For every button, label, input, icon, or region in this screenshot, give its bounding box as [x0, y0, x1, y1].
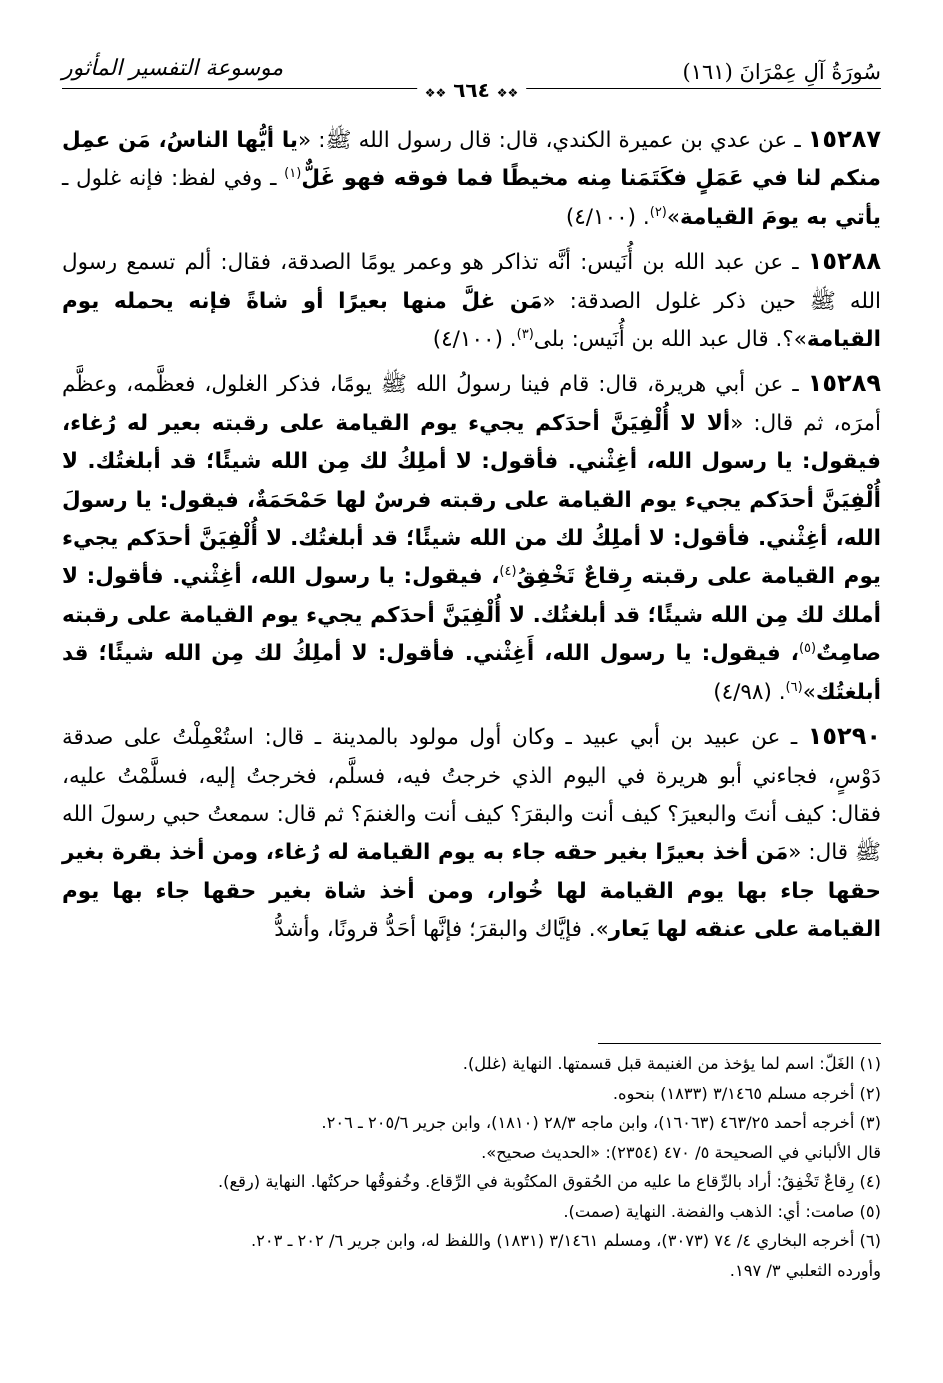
footnote-ref[interactable]: (٦) [785, 679, 803, 695]
footnote-separator [598, 1043, 881, 1044]
footnote-5: (٥) صامت: أي: الذهب والفضة. النهاية (صمت). [563, 1201, 881, 1221]
footnote-3-continued: قال الألباني في الصحيحة ٥/ ٤٧٠ (٢٣٥٤): «الحديث صحيح». [481, 1142, 881, 1162]
quote-text: ، فيقول: يا رسول الله، أَغِثْني. فأقول: لا أملِكُ لك مِن الله شيئًا؛ قد أبلغتُك [62, 641, 881, 705]
entry-text: ـ عن أبي هريرة، قال: قام فينا رسولُ الله ﷺ يومًا، فذكر الغلول، فعظَّمه، وعظَّم أمرَه، ثم قال: « [62, 372, 881, 436]
running-header [62, 48, 881, 102]
entry-text: » [666, 204, 681, 230]
surah-title: سُورَةُ آلِ عِمْرَانَ (١٦١) [682, 60, 881, 84]
hadith-entry-15287 [62, 120, 881, 237]
footnote-6-continued: وأورده الثعلبي ٣/ ١٩٧. [729, 1260, 881, 1280]
quote-text: مَن أخذ بعيرًا بغير حقه جاء به يوم القيامة له رُغاء، ومن أخذ بقرة بغير حقها جاء بها يوم القيامة لها خُوار، ومن أخذ شاة بغير حقها جاء بها يوم القيامة على عنقه لها يَعار [62, 840, 881, 943]
quote-text: ، فيقول: يا رسول الله، أغِثْني. فأقول: لا أملك لك مِن الله شيئًا؛ قد أبلغتُك. لا أُلْفِيَنَّ أحدَكم يجيء يوم القيامة على رقبته صامِتٌ [62, 564, 881, 667]
footnote-ref[interactable]: (٥) [798, 641, 817, 657]
footnote-ref[interactable]: (٢) [649, 204, 667, 220]
entry-number: ١٥٢٨٧ [807, 125, 882, 153]
page-number-value: ٦٦٤ [453, 78, 490, 102]
quote-text: يأتي به يومَ القيامة [680, 204, 881, 230]
entry-text: ـ عن عبيد بن أبي عبيد ـ وكان أول مولود بالمدينة ـ قال: استُعْمِلْتُ على صدقة دَوْسٍ، فجاءني أبو هريرة في اليوم الذي خرجتُ فيه، فسلَّم، فخرجتُ إليه، فسلَّمْتُ عليه، فقال: كيف أنتَ والبعيرَ؟ كيف أنت والبقرَ؟ كيف أنت والغنمَ؟ ثم قال: سمعتُ حبي رسولَ الله ﷺ قال: « [62, 725, 881, 866]
entry-text: ». فإيَّاك والبقرَ؛ فإنَّها أحَدُّ قرونًا، وأشدُّ [274, 917, 609, 943]
footnotes [62, 1049, 881, 1285]
entry-number: ١٥٢٨٩ [807, 369, 881, 398]
hadith-entry-15289 [62, 364, 881, 712]
quote-text: ألا لا أُلْفِيَنَّ أحدَكم يجيء يوم القيامة على رقبته بعير له رُغاء، فيقول: يا رسول الله، أغِثْني. فأقول: لا أملِكُ لك مِن الله شيئًا؛ قد أبلغتُك. لا أُلْفِيَنَّ أحدَكم يجيء يوم القيامة على رقبته فرسٌ لها حَمْحَمَةٌ، فيقول: يا رسولَ الله، أغِثْني. فأقول: لا أملِكُ لك من الله شيئًا؛ قد أبلغتُك. لا أُلْفِيَنَّ أحدَكم يجيء يوم القيامة على رقبته رِقاعٌ تَخْفِقُ [62, 410, 881, 590]
volume-page-ref: (٤/٩٨) [713, 679, 772, 705]
hadith-entry-15288 [62, 242, 881, 359]
footnote-6: (٦) أخرجه البخاري ٤/ ٧٤ (٣٠٧٣)، ومسلم ٣/١٤٦١ (١٨٣١) واللفظ له، وابن جرير ٦/ ٢٠٢ ـ ٢٠٣. [250, 1231, 881, 1250]
volume-page-ref: (٤/١٠٠) [432, 327, 503, 353]
ornament-left: ❖❖ [424, 86, 447, 100]
footnote-4: (٤) رِقاعٌ تَخْفِقُ: أراد بالرِّقاع ما عليه من الحُقوق المكتُوبة في الرِّقاع. وخُفوقُها حركتُها. النهاية (رقع). [217, 1172, 881, 1191]
footnote-ref[interactable]: (١) [284, 166, 302, 182]
hadith-entry-15290 [62, 717, 881, 949]
entry-text: ـ عن عبد الله بن أُنَيس: أنَّه تذاكر هو وعمر يومًا الصدقة، فقال: ألم تسمع رسول الله ﷺ حين ذكر غلول الصدقة: « [62, 250, 881, 314]
entry-text: . [636, 204, 650, 230]
main-text [62, 120, 881, 955]
volume-page-ref: (٤/١٠٠) [565, 204, 637, 230]
page-number [417, 78, 527, 102]
ornament-right: ❖❖ [496, 86, 519, 100]
quote-text: مَن غلَّ منها بعيرًا أو شاةً فإنه يحمله يوم القيامة [62, 288, 881, 353]
footnote-ref[interactable]: (٣) [516, 326, 534, 342]
entry-number: ١٥٢٨٨ [807, 247, 881, 276]
entry-text: . [502, 327, 517, 353]
entry-text: . [771, 679, 786, 705]
entry-text: » [802, 679, 816, 705]
footnote-2: (٢) أخرجه مسلم ٣/١٤٦٥ (١٨٣٣) بنحوه. [612, 1083, 881, 1103]
footnote-1: (١) الغَلّ: اسم لما يؤخذ من الغنيمة قبل قسمتها. النهاية (غلل). [462, 1054, 881, 1073]
book-title: موسوعة التفسير المأثور [62, 56, 284, 81]
entry-text: ـ وفي لفظ: فإنه غلول ـ [62, 166, 285, 192]
footnote-ref[interactable]: (٤) [499, 564, 517, 580]
quote-text: يا أيُّها الناسُ، مَن عمِل منكم لنا في عَمَلٍ فكَتَمَنا مِنه مخيطًا فما فوقه فهو غَلٌّ [62, 128, 881, 192]
footnote-3: (٣) أخرجه أحمد ٤٦٣/٢٥ (١٦٠٦٣)، وابن ماجه ٢٨/٣ (١٨١٠)، وابن جرير ٢٠٥/٦ ـ ٢٠٦. [321, 1113, 881, 1132]
entry-text: ـ عن عدي بن عميرة الكندي، قال: قال رسول الله ﷺ: « [298, 128, 808, 153]
entry-number: ١٥٢٩٠ [807, 722, 881, 751]
entry-text: »؟. قال عبد الله بن أُنَيس: بلى [533, 327, 807, 353]
